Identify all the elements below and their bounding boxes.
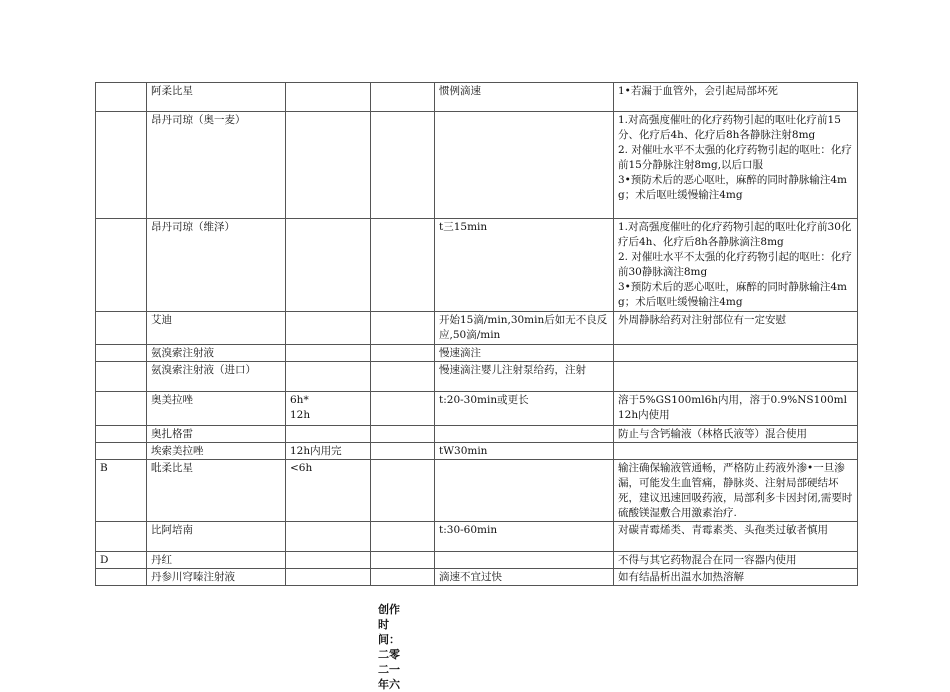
note-cell: [614, 345, 858, 362]
empty-cell: [371, 112, 435, 219]
table-row: [96, 362, 858, 392]
empty-cell: [371, 552, 435, 569]
storage-time-cell: [286, 569, 371, 586]
empty-cell: [371, 392, 435, 426]
category-cell: [96, 443, 147, 460]
category-cell: D: [96, 552, 147, 569]
category-cell: [96, 392, 147, 426]
drug-name-cell: 氨溴索注射液: [147, 345, 286, 362]
empty-cell: [371, 522, 435, 552]
table-row: [96, 112, 858, 219]
note-cell: [614, 362, 858, 392]
category-cell: B: [96, 460, 147, 522]
empty-cell: [371, 345, 435, 362]
storage-time-cell: [286, 83, 371, 112]
table-row: [96, 443, 858, 460]
storage-time-cell: [286, 112, 371, 219]
empty-cell: [371, 312, 435, 345]
category-cell: [96, 112, 147, 219]
storage-time-cell: 12h内用完: [286, 443, 371, 460]
drip-rate-cell: 慢速滴注婴儿注射泵给药，注射: [435, 362, 614, 392]
category-cell: [96, 219, 147, 312]
storage-time-cell: [286, 522, 371, 552]
note-cell: 对碳青霉烯类、青霉素类、头孢类过敏者慎用: [614, 522, 858, 552]
table-row: [96, 83, 858, 112]
storage-time-cell: 6h* 12h: [286, 392, 371, 426]
storage-time-cell: [286, 552, 371, 569]
table-row: [96, 219, 858, 312]
storage-time-cell: <6h: [286, 460, 371, 522]
storage-time-cell: [286, 312, 371, 345]
note-cell: [614, 443, 858, 460]
category-cell: [96, 312, 147, 345]
note-cell: 溶于5%GS100ml6h内用，溶于0.9%NS100ml12h内使用: [614, 392, 858, 426]
drug-name-cell: 阿柔比星: [147, 83, 286, 112]
drug-infusion-table: [95, 82, 858, 586]
drug-name-cell: 氨溴索注射液（进口）: [147, 362, 286, 392]
note-cell: 1.对高强度催吐的化疗药物引起的呕吐化疗前30化疗后4h、化疗后8h各静脉滴注8mg 2. 对催吐水平不太强的化疗药物引起的呕吐：化疗前30静脉滴注8mg 3•预防术后的恶心呕吐，麻醉的同时静脉输注4mg；术后呕吐缓慢输注4mg: [614, 219, 858, 312]
drip-rate-cell: t:30-60min: [435, 522, 614, 552]
empty-cell: [371, 362, 435, 392]
empty-cell: [371, 219, 435, 312]
drip-rate-cell: [435, 426, 614, 443]
category-cell: [96, 569, 147, 586]
empty-cell: [371, 83, 435, 112]
category-cell: [96, 362, 147, 392]
category-cell: [96, 345, 147, 362]
drip-rate-cell: 滴速不宜过快: [435, 569, 614, 586]
drip-rate-cell: [435, 460, 614, 522]
empty-cell: [371, 569, 435, 586]
storage-time-cell: [286, 219, 371, 312]
drug-name-cell: 奥美拉唑: [147, 392, 286, 426]
note-cell: 外周静脉给药对注射部位有一定安慰: [614, 312, 858, 345]
table-row: [96, 426, 858, 443]
drug-name-cell: 艾迪: [147, 312, 286, 345]
category-cell: [96, 426, 147, 443]
drug-name-cell: 奥扎格雷: [147, 426, 286, 443]
table-row: [96, 569, 858, 586]
drip-rate-cell: 开始15滴/min,30min后如无不良反应,50滴/min: [435, 312, 614, 345]
table-row: [96, 312, 858, 345]
table-row: [96, 392, 858, 426]
drip-rate-cell: 慢速滴注: [435, 345, 614, 362]
note-cell: 防止与含钙输液（林格氏液等）混合使用: [614, 426, 858, 443]
note-cell: 输注确保输液管通畅，严格防止药液外渗•一旦渗漏，可能发生血管痛，静脉炎、注射局部硬结坏死，建议迅速回吸药液，局部利多卡因封闭,需要时硫酸镁湿敷合用激素治疗.: [614, 460, 858, 522]
drip-rate-cell: [435, 112, 614, 219]
drug-name-cell: 丹红: [147, 552, 286, 569]
drug-name-cell: 昂丹司琼（维泽）: [147, 219, 286, 312]
table-row: [96, 460, 858, 522]
drip-rate-cell: t:20-30min或更长: [435, 392, 614, 426]
note-cell: 1•若漏于血管外，会引起局部坏死: [614, 83, 858, 112]
table-row: [96, 522, 858, 552]
drug-name-cell: 比阿培南: [147, 522, 286, 552]
drug-name-cell: 丹参川穹嗪注射液: [147, 569, 286, 586]
drip-rate-cell: t三15min: [435, 219, 614, 312]
drip-rate-cell: tW30min: [435, 443, 614, 460]
drip-rate-cell: 惯例滴速: [435, 83, 614, 112]
drug-name-cell: 昂丹司琼（奥一麦）: [147, 112, 286, 219]
note-cell: 如有结晶析出温水加热溶解: [614, 569, 858, 586]
storage-time-cell: [286, 345, 371, 362]
drug-name-cell: 埃索美拉唑: [147, 443, 286, 460]
drip-rate-cell: [435, 552, 614, 569]
empty-cell: [371, 426, 435, 443]
empty-cell: [371, 460, 435, 522]
note-cell: 1.对高强度催吐的化疗药物引起的呕吐化疗前15分、化疗后4h、化疗后8h各静脉注射8mg 2. 对催吐水平不太强的化疗药物引起的呕吐：化疗前15分静脉注射8mg,以后口服 3•预防术后的恶心呕吐，麻醉的同时静脉输注4mg；术后呕吐缓慢输注4mg: [614, 112, 858, 219]
category-cell: [96, 522, 147, 552]
storage-time-cell: [286, 362, 371, 392]
table-row: [96, 345, 858, 362]
empty-cell: [371, 443, 435, 460]
creation-time-note: 创作时间：二零二一年六: [378, 603, 400, 691]
table-row: [96, 552, 858, 569]
note-cell: 不得与其它药物混合在同一容器内使用: [614, 552, 858, 569]
drug-name-cell: 吡柔比星: [147, 460, 286, 522]
category-cell: [96, 83, 147, 112]
storage-time-cell: [286, 426, 371, 443]
